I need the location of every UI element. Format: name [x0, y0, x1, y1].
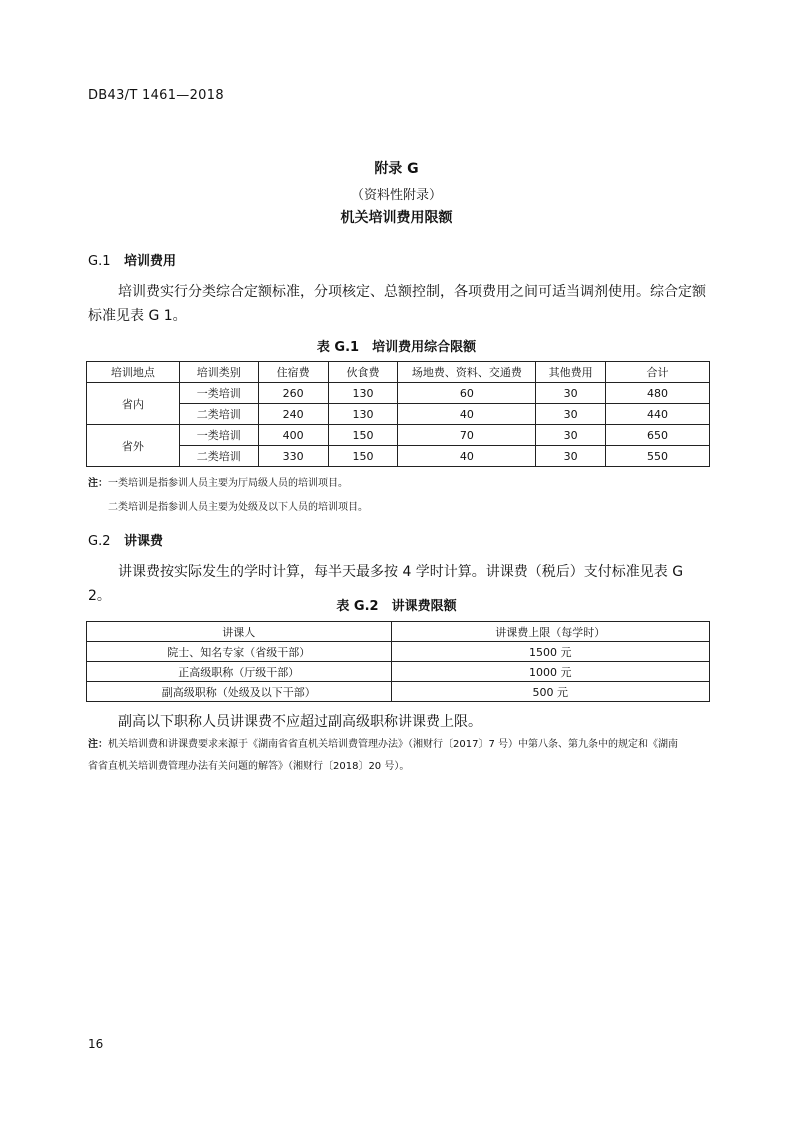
standard-code: DB43/T 1461—2018	[88, 88, 224, 103]
header-cell: 场地费、资料、交通费	[398, 362, 536, 383]
header-cell: 伙食费	[328, 362, 398, 383]
table-cell: 40	[398, 404, 536, 425]
table-cell: 30	[536, 425, 606, 446]
table-cell: 二类培训	[179, 446, 258, 467]
table-cell: 130	[328, 383, 398, 404]
appendix-name: 机关培训费用限额	[340, 210, 453, 226]
table-row	[87, 383, 710, 404]
location-cell: 省外	[87, 425, 180, 467]
table-header-row	[87, 622, 710, 642]
table-cell: 650	[606, 425, 710, 446]
table-cell: 500 元	[391, 682, 710, 702]
table-cell: 二类培训	[179, 404, 258, 425]
table-g1-note-1	[88, 476, 348, 492]
table-cell: 260	[258, 383, 328, 404]
table-cell: 550	[606, 446, 710, 467]
table-cell: 150	[328, 446, 398, 467]
note-text-line-1: 机关培训费和讲课费要求来源于《湖南省省直机关培训费管理办法》（湘财行〔2017〕7 号）中第八条、第九条中的规定和《湖南	[108, 739, 678, 750]
section-g1-paragraph: 培训费实行分类综合定额标准，分项核定、总额控制，各项费用之间可适当调剂使用。综合定额标准见表 G 1。	[88, 284, 706, 324]
table-g2-caption: 表 G.2 讲课费限额	[336, 599, 457, 614]
table-cell: 30	[536, 383, 606, 404]
table-cell: 240	[258, 404, 328, 425]
header-cell: 培训地点	[87, 362, 180, 383]
header-cell: 讲课人	[87, 622, 392, 642]
table-cell: 440	[606, 404, 710, 425]
table-row	[87, 642, 710, 662]
header-cell: 合计	[606, 362, 710, 383]
page-number: 16	[88, 1037, 104, 1051]
table-row	[87, 446, 710, 467]
location-cell: 省内	[87, 383, 180, 425]
table-g2	[86, 621, 710, 702]
section-g2-paragraph: 讲课费按实际发生的学时计算，每半天最多按 4 学时计算。讲课费（税后）支付标准见表 G 2。	[88, 564, 684, 604]
table-cell: 480	[606, 383, 710, 404]
section-g2-heading	[88, 530, 163, 549]
table-cell: 30	[536, 404, 606, 425]
table-cell: 正高级职称（厅级干部）	[87, 662, 392, 682]
section-title: 培训费用	[124, 254, 177, 269]
final-note	[88, 734, 710, 778]
table-row	[87, 662, 710, 682]
table-cell: 130	[328, 404, 398, 425]
header-cell: 讲课费上限（每学时）	[391, 622, 710, 642]
header-cell: 培训类别	[179, 362, 258, 383]
table-row	[87, 425, 710, 446]
section-title: 讲课费	[124, 534, 164, 549]
table-cell: 一类培训	[179, 383, 258, 404]
appendix-subtitle: （资料性附录）	[350, 188, 442, 203]
after-table-paragraph: 副高以下职称人员讲课费不应超过副高级职称讲课费上限。	[118, 714, 482, 730]
table-cell: 院士、知名专家（省级干部）	[87, 642, 392, 662]
table-cell: 1000 元	[391, 662, 710, 682]
note-text-line-2: 省省直机关培训费管理办法有关问题的解答》（湘财行〔2018〕20 号）。	[88, 761, 410, 772]
table-cell: 40	[398, 446, 536, 467]
section-g1-heading	[88, 250, 176, 269]
table-g1-note-2: 二类培训是指参训人员主要为处级及以下人员的培训项目。	[108, 502, 368, 513]
table-g1	[86, 361, 710, 467]
table-cell: 副高级职称（处级及以下干部）	[87, 682, 392, 702]
table-cell: 330	[258, 446, 328, 467]
table-header-row	[87, 362, 710, 383]
table-cell: 一类培训	[179, 425, 258, 446]
table-cell: 1500 元	[391, 642, 710, 662]
table-row	[87, 682, 710, 702]
table-row	[87, 404, 710, 425]
table-g1-caption: 表 G.1 培训费用综合限额	[316, 340, 477, 355]
note-text: 一类培训是指参训人员主要为厅局级人员的培训项目。	[108, 478, 348, 489]
section-number: G.2	[88, 534, 111, 549]
table-cell: 60	[398, 383, 536, 404]
header-cell: 住宿费	[258, 362, 328, 383]
appendix-title: 附录 G	[374, 161, 419, 177]
header-cell: 其他费用	[536, 362, 606, 383]
table-cell: 70	[398, 425, 536, 446]
table-cell: 150	[328, 425, 398, 446]
note-label: 注：	[88, 478, 108, 489]
table-cell: 30	[536, 446, 606, 467]
table-cell: 400	[258, 425, 328, 446]
section-number: G.1	[88, 254, 111, 269]
note-label: 注：	[88, 739, 108, 750]
